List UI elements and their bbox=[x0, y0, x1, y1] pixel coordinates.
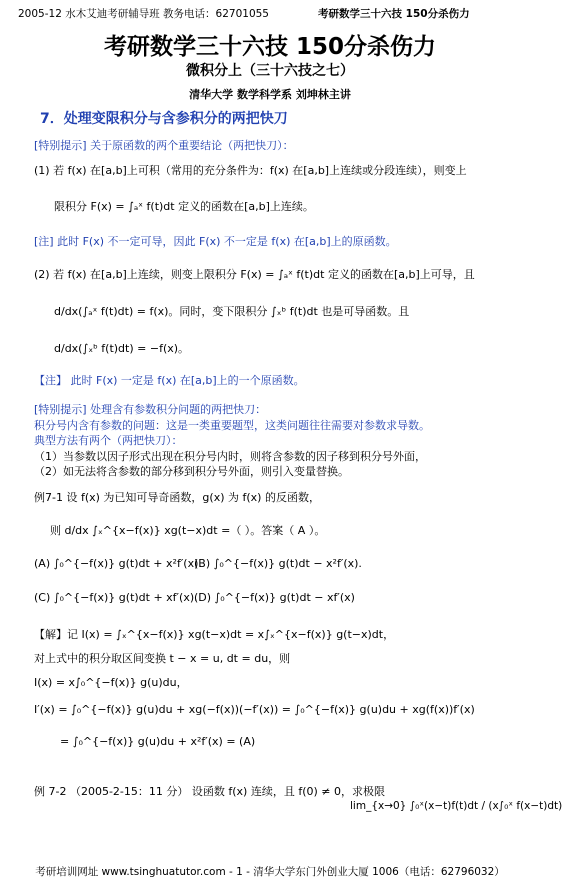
item-1-line-a: (1) 若 f(x) 在[a,b]上可积（常用的充分条件为：f(x) 在[a,b]上连续或分段连续），则变上 bbox=[34, 164, 467, 177]
header-right: 考研数学三十六技 150分杀伤力 bbox=[318, 8, 470, 20]
item-1-line-b: 限积分 F(x) = ∫ₐˣ f(t)dt 定义的函数在[a,b]上连续。 bbox=[54, 200, 314, 213]
example-1-line-a: 例7-1 设 f(x) 为已知可导奇函数，g(x) 为 f(x) 的反函数， bbox=[34, 491, 320, 504]
footer: 考研培训网址 www.tsinghuatutor.com - 1 - 清华大学东门外创业大厦 1006（电话：62796032） bbox=[35, 866, 505, 878]
note-2: 【注】 此时 F(x) 一定是 f(x) 在[a,b]上的一个原函数。 bbox=[34, 374, 305, 387]
item-2-line-a: (2) 若 f(x) 在[a,b]上连续，则变上限积分 F(x) = ∫ₐˣ f(t)dt 定义的函数在[a,b]上可导，且 bbox=[34, 268, 475, 281]
hint-1: [特别提示] 关于原函数的两个重要结论（两把快刀）： bbox=[34, 139, 294, 152]
option-a: (A) ∫₀^{−f(x)} g(t)dt + x²f′(x). bbox=[34, 557, 202, 570]
example-1-line-b: 则 d/dx ∫ₓ^{x−f(x)} xg(t−x)dt =（ ）。答案（ A ）。 bbox=[50, 524, 326, 537]
section-heading: 7．处理变限积分与含参积分的两把快刀 bbox=[40, 111, 288, 127]
author-line: 清华大学 数学科学系 刘坤林主讲 bbox=[189, 88, 351, 101]
solution-line-a: 【解】记 I(x) = ∫ₓ^{x−f(x)} xg(t−x)dt = x∫ₓ^{x−f(x)} g(t−x)dt， bbox=[34, 628, 395, 641]
item-2-line-c: d/dx(∫ₓᵇ f(t)dt) = −f(x)。 bbox=[54, 342, 190, 355]
solution-line-c: I(x) = x∫₀^{−f(x)} g(u)du， bbox=[34, 676, 188, 689]
option-b: (B) ∫₀^{−f(x)} g(t)dt − x²f′(x). bbox=[194, 557, 362, 570]
note-1: [注] 此时 F(x) 不一定可导，因此 F(x) 不一定是 f(x) 在[a,b]上的原函数。 bbox=[34, 235, 397, 248]
example-2-limit: lim_{x→0} ∫₀ˣ(x−t)f(t)dt / (x∫₀ˣ f(x−t)dt) bbox=[350, 800, 562, 812]
hint-2-a: 积分号内含有参数的问题：这是一类重要题型，这类问题往往需要对参数求导数。 bbox=[34, 419, 430, 432]
example-2: 例 7-2 （2005-2-15：11 分） 设函数 f(x) 连续，且 f(0) ≠ 0，求极限 bbox=[34, 785, 385, 798]
hint-2-d: （2）如无法将含参数的部分移到积分号外面，则引入变量替换。 bbox=[34, 465, 349, 478]
item-2-line-b: d/dx(∫ₐˣ f(t)dt) = f(x)。同时，变下限积分 ∫ₓᵇ f(t)dt 也是可导函数。且 bbox=[54, 305, 410, 318]
hint-2-b: 典型方法有两个（两把快刀）： bbox=[34, 434, 183, 447]
solution-line-d: I′(x) = ∫₀^{−f(x)} g(u)du + xg(−f(x))(−f′(x)) = ∫₀^{−f(x)} g(u)du + xg(f(x))f′(x) bbox=[34, 703, 475, 716]
solution-line-b: 对上式中的积分取区间变换 t − x = u, dt = du，则 bbox=[34, 652, 291, 665]
solution-line-e: = ∫₀^{−f(x)} g(u)du + x²f′(x) = (A) bbox=[60, 735, 256, 748]
hint-2-c: （1）当参数以因子形式出现在积分号内时，则将含参数的因子移到积分号外面， bbox=[34, 450, 426, 463]
header-left: 2005-12 水木艾迪考研辅导班 教务电话：62701055 bbox=[18, 8, 269, 20]
hint-2: [特别提示] 处理含有参数积分问题的两把快刀： bbox=[34, 403, 267, 416]
page-subtitle: 微积分上（三十六技之七） bbox=[186, 63, 354, 79]
page-title: 考研数学三十六技 150分杀伤力 bbox=[103, 34, 437, 60]
option-c: (C) ∫₀^{−f(x)} g(t)dt + xf′(x). bbox=[34, 591, 198, 604]
option-d: (D) ∫₀^{−f(x)} g(t)dt − xf′(x) bbox=[194, 591, 355, 604]
